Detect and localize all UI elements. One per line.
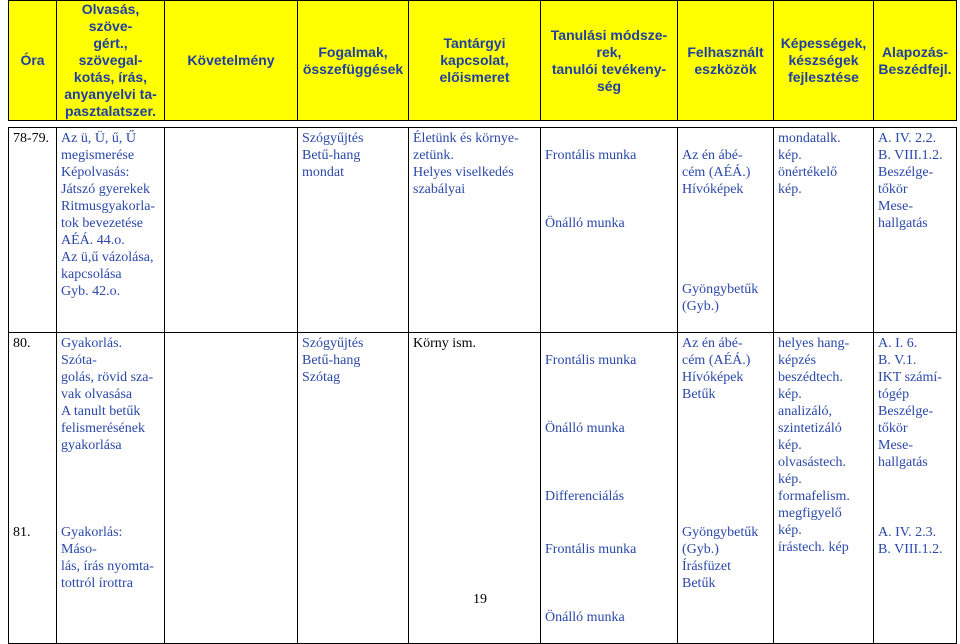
- cell-felhasznalt: Gyöngybetűk (Gyb.) Írásfüzet Betűk: [678, 522, 774, 644]
- header-ora: Óra: [9, 1, 57, 121]
- cell-fogalmak: [298, 522, 409, 644]
- header-fogalmak: Fogalmak, összefüggések: [298, 1, 409, 121]
- cell-tanulasi: [541, 522, 678, 644]
- cell-tantargyi: Életünk és környe- zetünk. Helyes viselkedés szabályai: [409, 128, 541, 333]
- cell-tanulasi: [541, 128, 678, 333]
- cell-alapozas: A. I. 6. B. V.1. IKT számí- tógép Beszélge- tőkör Mese- hallgatás: [874, 333, 957, 523]
- felhasznalt-item: Az én ábé- cém (AÉÁ.) Hívóképek: [682, 148, 751, 197]
- cell-kepessegek: helyes hang- képzés beszédtech. kép. analizáló, szintetizáló kép. olvasástech. kép. formafelism. megfigyelő kép. írástech. kép: [774, 333, 874, 644]
- tanulasi-item: Önálló munka: [545, 421, 625, 436]
- lesson-plan-table: [8, 0, 957, 644]
- cell-felhasznalt: Az én ábé- cém (AÉÁ.) Hívóképek Betűk: [678, 333, 774, 523]
- cell-olvasas: Gyakorlás. Szóta- golás, rövid sza- vak olvasása A tanult betűk felismerésének gyakorlása: [57, 333, 165, 523]
- cell-ora: 78-79.: [9, 128, 57, 333]
- header-tanulasi: Tanulási módsze- rek, tanulói tevékeny- ség: [541, 1, 678, 121]
- cell-kepessegek: mondatalk. kép. önértékelő kép.: [774, 128, 874, 333]
- felhasznalt-item: Gyöngybetűk (Gyb.): [682, 282, 759, 314]
- table-row: [9, 333, 957, 523]
- header-alapozas: Alapozás- Beszédfejl.: [874, 1, 957, 121]
- cell-alapozas: A. IV. 2.3. B. VIII.1.2.: [874, 522, 957, 644]
- tanulasi-item: Frontális munka: [545, 353, 637, 368]
- cell-fogalmak: Szógyűjtés Betű-hang mondat: [298, 128, 409, 333]
- cell-kovetelmeny: [165, 333, 298, 523]
- header-olvasas: Olvasás, szöve- gért., szövegal- kotás, írás, anyanyelvi ta- pasztalatszer.: [57, 1, 165, 121]
- cell-felhasznalt: [678, 128, 774, 333]
- cell-tantargyi: Körny ism.: [409, 333, 541, 523]
- tanulasi-item: Önálló munka: [545, 610, 625, 625]
- cell-ora: 80.: [9, 333, 57, 523]
- header-kovetelmeny: Követelmény: [165, 1, 298, 121]
- header-row: [9, 1, 957, 121]
- cell-tanulasi: [541, 333, 678, 523]
- tanulasi-item: Önálló munka: [545, 216, 625, 231]
- cell-tantargyi: [409, 522, 541, 644]
- cell-alapozas: A. IV. 2.2. B. VIII.1.2. Beszélge- tőkör Mese- hallgatás: [874, 128, 957, 333]
- cell-kovetelmeny: [165, 128, 298, 333]
- table-row: [9, 128, 957, 333]
- cell-ora: 81.: [9, 522, 57, 644]
- header-tantargyi: Tantárgyi kapcsolat, előismeret: [409, 1, 541, 121]
- header-kepessegek: Képességek, készségek fejlesztése: [774, 1, 874, 121]
- cell-olvasas: Az ü, Ü, ű, Ű megismerése Képolvasás: Játszó gyerekek Ritmusgyakorla- tok bevezetése AÉÁ. 44.o. Az ü,ű vázolása, kapcsolása Gyb. 42.o.: [57, 128, 165, 333]
- cell-kovetelmeny: [165, 522, 298, 644]
- cell-olvasas: Gyakorlás: Máso- lás, írás nyomta- tottról írottra: [57, 522, 165, 644]
- header-felhasznalt: Felhasznált eszközök: [678, 1, 774, 121]
- cell-fogalmak: Szógyűjtés Betű-hang Szótag: [298, 333, 409, 523]
- tanulasi-item: Frontális munka: [545, 148, 637, 163]
- page-number: 19: [473, 592, 487, 607]
- tanulasi-item: Frontális munka: [545, 542, 637, 557]
- tanulasi-item: Differenciálás: [545, 489, 625, 504]
